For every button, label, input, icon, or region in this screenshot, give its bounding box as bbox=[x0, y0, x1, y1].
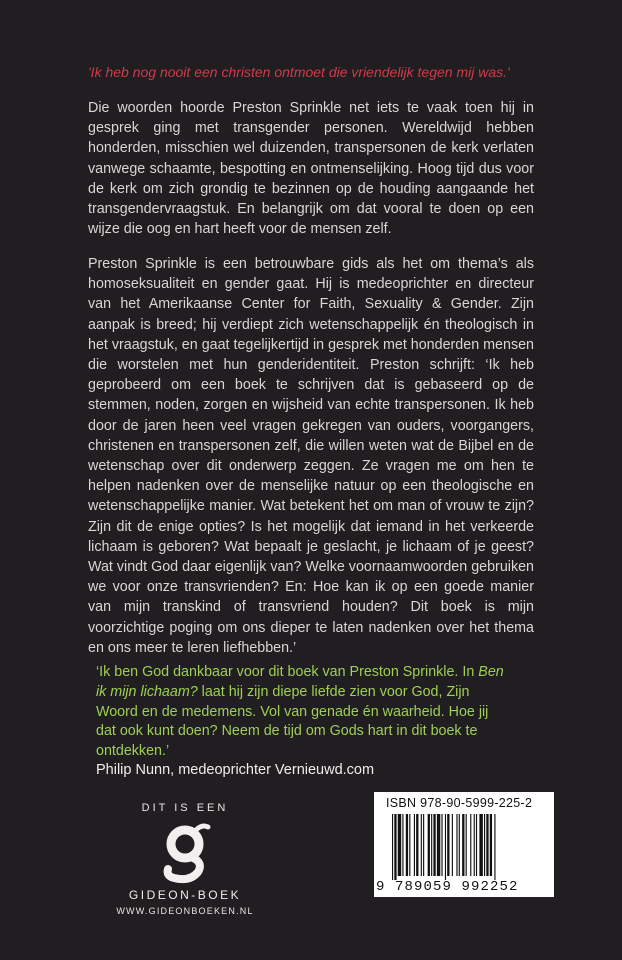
endorsement-text-before: ‘Ik ben God dankbaar voor dit boek van Preston Sprinkle. In bbox=[96, 664, 479, 680]
publisher-url: WWW.GIDEONBOEKEN.NL bbox=[116, 906, 254, 916]
barcode-bar bbox=[494, 814, 495, 880]
barcode-bar bbox=[479, 814, 482, 876]
barcode-bar bbox=[452, 814, 453, 876]
g-letter-logo-icon bbox=[158, 822, 212, 884]
barcode-bar bbox=[441, 814, 442, 876]
barcode-bar bbox=[421, 814, 422, 876]
barcode-bar bbox=[459, 814, 460, 876]
barcode-bar bbox=[402, 814, 403, 876]
barcode-bars bbox=[392, 814, 542, 880]
endorsement-quote bbox=[96, 663, 506, 762]
barcode-bar bbox=[409, 814, 410, 876]
barcode-bar bbox=[437, 814, 440, 876]
barcode-bar bbox=[462, 814, 464, 876]
barcode-bar bbox=[428, 814, 430, 876]
barcode-bar bbox=[456, 814, 457, 876]
publisher-logo bbox=[110, 798, 260, 916]
barcode-bar bbox=[484, 814, 485, 876]
lead-quote: 'Ik heb nog nooit een christen ontmoet die vriendelijk tegen mij was.' bbox=[88, 64, 510, 80]
barcode-bar bbox=[394, 814, 396, 880]
barcode-bar bbox=[476, 814, 477, 876]
barcode-bar bbox=[398, 814, 401, 876]
barcode-bar bbox=[474, 814, 475, 876]
isbn-number: ISBN 978-90-5999-225-2 bbox=[386, 796, 533, 810]
barcode-bar bbox=[416, 814, 418, 876]
barcode-bar bbox=[470, 814, 471, 876]
book-title-italic: Ben ik mijn lichaam? bbox=[96, 664, 504, 700]
publisher-name: GIDEON-BOEK bbox=[128, 888, 242, 902]
barcode-bar bbox=[423, 814, 424, 876]
barcode-bar bbox=[431, 814, 432, 876]
barcode-bar bbox=[486, 814, 488, 876]
intro-paragraph: Die woorden hoorde Preston Sprinkle net iets te vaak toen hij in gesprek ging met transgender personen. Wereldwijd hebben honderden, misschien wel duizenden, transpersonen de kerk verlaten vanwege schaamte, bespotting en ontmenselijking. Hoog tijd dus voor de kerk om zich grondig te bezinnen op de houding aangaande het transgendervraagstuk. En belangrijk om dat vooral te doen op een wijze die oog en hart heeft voor de mensen zelf. bbox=[88, 100, 534, 238]
author-paragraph: Preston Sprinkle is een betrouwbare gids als het om thema’s als homoseksualiteit en gender gaat. Hij is medeoprichter en directeur van het Amerikaanse Center for Faith, Sexuality & Gender. Zijn aanpak is breed; hij verdiept zich wetenschappelijk én theologisch in het vraagstuk, en gaat tegelijkertijd in gesprek met honderden mensen die worstelen met hun genderidentiteit. Preston schrijft: ‘Ik heb geprobeerd om een boek te schrijven dat is gebaseerd op de stemmen, noden, zorgen en wijsheid van echte transpersonen. Ik heb door de jaren heen veel vragen gekregen van ouders, voorgangers, christenen en transpersonen zelf, die willen weten wat de Bijbel en de wetenschap over dit onderwerp zeggen. Ze vragen me om hen te helpen nadenken over de menselijke natuur op een theologische en wetenschappelijke manier. Wat betekent het om man of vrouw te zijn? Zijn dit de enige opties? Is het mogelijk dat iemand in het verkeerde lichaam is geboren? Wat bepaalt je geslacht, je lichaam of je geest? Wat vindt God daar eigenlijk van? Welke voornaamwoorden gebruiken we voor onze transvrienden? En: Hoe kan ik op een goede manier van mijn transkind of transvriend houden? Dit boek is mijn voorzichtige poging om ons dieper te laten nadenken over het thema en ons meer te leren liefhebben.’ bbox=[88, 256, 534, 656]
endorsement-author: Philip Nunn, medeoprichter Vernieuwd.com bbox=[96, 762, 375, 778]
barcode-bar bbox=[406, 814, 408, 876]
barcode-bar bbox=[466, 814, 467, 876]
barcode-label bbox=[374, 792, 554, 897]
barcode-bar bbox=[392, 814, 393, 880]
publisher-tagline: DIT IS EEN bbox=[141, 802, 229, 814]
ean-digits: 9 789059 992252 bbox=[376, 879, 519, 895]
barcode-bar bbox=[490, 814, 492, 876]
barcode-bar bbox=[447, 814, 449, 876]
endorsement-text-after: laat hij zijn diepe liefde zien voor God, Zijn Woord en de medemens. Vol van genade én waarheid. Hoe jij dat ook kunt doen? Neem de tijd om Gods hart in dit boek te ontdekken.’ bbox=[96, 683, 489, 760]
barcode-bar bbox=[414, 814, 415, 876]
barcode-bar bbox=[433, 814, 435, 876]
barcode-bar bbox=[445, 814, 446, 880]
